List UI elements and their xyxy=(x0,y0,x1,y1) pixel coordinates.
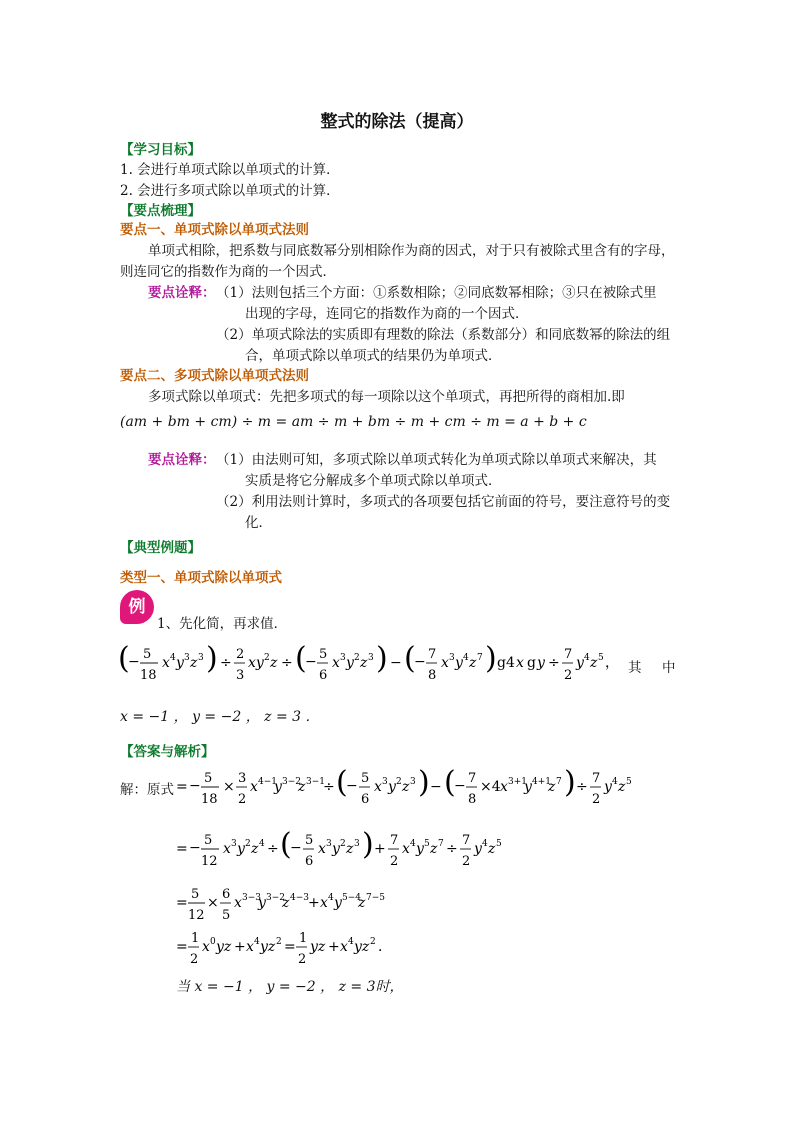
svg-text:=: = xyxy=(176,779,188,795)
svg-text:8: 8 xyxy=(428,668,437,683)
svg-text:z: z xyxy=(548,779,556,795)
svg-text:7: 7 xyxy=(477,653,483,663)
note-label: 要点诠释： xyxy=(148,452,216,468)
svg-text:z: z xyxy=(190,655,198,671)
svg-text:=: = xyxy=(176,841,188,857)
point1-text: 则连同它的指数作为商的一个因式． xyxy=(120,264,336,280)
note-text: 合，单项式除以单项式的结果仍为单项式． xyxy=(245,348,502,364)
note-text: 化． xyxy=(245,515,272,531)
svg-text:18: 18 xyxy=(201,792,218,807)
solution-step-4 xyxy=(176,924,416,972)
svg-text:x: x xyxy=(202,939,210,955)
svg-text:2: 2 xyxy=(236,647,245,662)
svg-text:x: x xyxy=(374,779,382,795)
svg-text:2: 2 xyxy=(238,792,247,807)
solution-label: 解：原式 xyxy=(120,782,174,798)
svg-text:z: z xyxy=(251,841,259,857)
svg-text:4: 4 xyxy=(254,937,260,947)
svg-text:−: − xyxy=(390,655,402,671)
svg-text:z: z xyxy=(488,841,496,857)
svg-text:−: − xyxy=(128,654,140,670)
svg-text:3−2: 3−2 xyxy=(282,777,301,787)
svg-text:8: 8 xyxy=(468,792,477,807)
svg-text:5−4: 5−4 xyxy=(342,893,361,903)
svg-text:y: y xyxy=(176,655,184,671)
svg-text:3: 3 xyxy=(354,839,360,849)
svg-text:×: × xyxy=(207,895,219,911)
svg-text:x: x xyxy=(402,841,410,857)
svg-text:5: 5 xyxy=(496,839,502,849)
svg-text:): ) xyxy=(418,765,430,800)
goal-item: 2. 会进行多项式除以单项式的计算． xyxy=(120,183,340,199)
svg-text:5: 5 xyxy=(424,839,430,849)
svg-text:5: 5 xyxy=(361,771,370,786)
svg-text:2: 2 xyxy=(340,839,346,849)
svg-text:5: 5 xyxy=(204,833,213,848)
svg-text:2: 2 xyxy=(564,668,573,683)
svg-text:yz: yz xyxy=(310,939,326,955)
svg-text:5: 5 xyxy=(204,771,213,786)
svg-text:z: z xyxy=(270,655,278,671)
svg-text:(: ( xyxy=(280,827,292,862)
svg-text:12: 12 xyxy=(201,854,218,869)
svg-text:4: 4 xyxy=(482,839,488,849)
svg-text:y: y xyxy=(455,655,463,671)
svg-text:．: ． xyxy=(378,939,392,955)
svg-text:z: z xyxy=(402,779,410,795)
svg-text:2: 2 xyxy=(190,952,199,967)
svg-text:5: 5 xyxy=(598,653,604,663)
svg-text:÷: ÷ xyxy=(548,655,560,671)
svg-text:1: 1 xyxy=(191,931,200,946)
svg-text:7: 7 xyxy=(556,777,562,787)
svg-text:4: 4 xyxy=(612,777,618,787)
svg-text:x: x xyxy=(223,841,231,857)
svg-text:6: 6 xyxy=(361,792,370,807)
svg-text:yz: yz xyxy=(354,939,370,955)
svg-text:+: + xyxy=(374,841,386,857)
svg-text:4: 4 xyxy=(410,839,416,849)
svg-text:y: y xyxy=(346,655,354,671)
svg-text:x: x xyxy=(441,655,449,671)
svg-text:3: 3 xyxy=(231,839,237,849)
svg-text:2: 2 xyxy=(592,792,601,807)
note-text: （1）由法则可知，多项式除以单项式转化为单项式除以单项式来解决，其 xyxy=(216,452,657,468)
svg-text:y: y xyxy=(537,655,545,671)
goals-header: 【学习目标】 xyxy=(120,142,201,158)
question-values: x = −1 ， y = −2 ， z = 3 ． xyxy=(120,709,320,725)
svg-text:÷: ÷ xyxy=(446,841,458,857)
svg-text:4: 4 xyxy=(348,937,354,947)
question-expression xyxy=(118,636,678,692)
note-label: 要点诠释： xyxy=(148,285,216,301)
example-badge: 例 xyxy=(120,590,154,624)
svg-text:3: 3 xyxy=(198,653,204,663)
svg-text:−: − xyxy=(430,779,442,795)
svg-text:y: y xyxy=(576,655,584,671)
type1-title: 类型一、单项式除以单项式 xyxy=(120,570,282,586)
svg-text:÷: ÷ xyxy=(220,655,232,671)
svg-text:3: 3 xyxy=(410,777,416,787)
svg-text:3: 3 xyxy=(238,771,247,786)
svg-text:+: + xyxy=(328,939,340,955)
svg-text:4: 4 xyxy=(328,893,334,903)
point1-text: 单项式相除，把系数与同底数幂分别相除作为商的因式，对于只有被除式里含有的字母， xyxy=(148,243,675,259)
svg-text:−: − xyxy=(414,654,426,670)
svg-text:z: z xyxy=(469,655,477,671)
svg-text:(: ( xyxy=(444,765,456,800)
svg-text:y: y xyxy=(524,779,532,795)
svg-text:5: 5 xyxy=(191,887,200,902)
svg-text:y: y xyxy=(416,841,424,857)
svg-text:−: − xyxy=(290,840,302,856)
svg-text:x: x xyxy=(318,841,326,857)
svg-text:3: 3 xyxy=(449,653,455,663)
svg-text:2: 2 xyxy=(396,777,402,787)
svg-text:x: x xyxy=(340,939,348,955)
svg-text:y: y xyxy=(237,841,245,857)
svg-text:5: 5 xyxy=(319,647,328,662)
svg-text:−: − xyxy=(189,840,201,856)
point2-text: 多项式除以单项式：先把多项式的每一项除以这个单项式，再把所得的商相加.即 xyxy=(148,389,625,405)
svg-text:): ) xyxy=(485,641,497,676)
page-title: 整式的除法（提高） xyxy=(320,112,474,132)
svg-text:5: 5 xyxy=(626,777,632,787)
svg-text:2: 2 xyxy=(370,937,376,947)
note-text: （2）利用法则计算时，多项式的各项要包括它前面的符号，要注意符号的变 xyxy=(216,494,671,510)
svg-text:3−1: 3−1 xyxy=(306,777,325,787)
svg-text:5: 5 xyxy=(305,833,314,848)
svg-text:+: + xyxy=(234,939,246,955)
solution-step-2 xyxy=(176,822,516,878)
svg-text:x: x xyxy=(320,895,328,911)
svg-text:3: 3 xyxy=(236,668,245,683)
svg-text:y: y xyxy=(332,841,340,857)
svg-text:x: x xyxy=(516,655,524,671)
svg-text:×: × xyxy=(223,779,235,795)
point2-title: 要点二、多项式除以单项式法则 xyxy=(120,368,309,384)
svg-text:4+1: 4+1 xyxy=(532,777,551,787)
svg-text:3: 3 xyxy=(340,653,346,663)
solution-step-3 xyxy=(176,880,416,928)
svg-text:x: x xyxy=(250,779,258,795)
svg-text:y: y xyxy=(474,841,482,857)
svg-text:): ) xyxy=(564,765,576,800)
goal-item: 1. 会进行单项式除以单项式的计算． xyxy=(120,162,340,178)
svg-text:yz: yz xyxy=(260,939,276,955)
question-text: 中 xyxy=(662,660,676,676)
svg-text:7: 7 xyxy=(438,839,444,849)
svg-text:3−3: 3−3 xyxy=(242,893,261,903)
svg-text:x: x xyxy=(332,655,340,671)
svg-text:5: 5 xyxy=(143,647,152,662)
svg-text:4−1: 4−1 xyxy=(258,777,277,787)
examples-header: 【典型例题】 xyxy=(120,540,201,556)
svg-text:7: 7 xyxy=(468,771,477,786)
svg-text:×4: ×4 xyxy=(480,779,501,795)
svg-text:3: 3 xyxy=(368,653,374,663)
svg-text:7: 7 xyxy=(462,833,471,848)
svg-text:g4: g4 xyxy=(497,655,515,671)
svg-text:g: g xyxy=(527,655,536,671)
svg-text:7: 7 xyxy=(592,771,601,786)
svg-text:6: 6 xyxy=(222,887,231,902)
svg-text:−: − xyxy=(305,654,317,670)
svg-text:12: 12 xyxy=(188,908,205,923)
svg-text:2: 2 xyxy=(390,854,399,869)
svg-text:z: z xyxy=(360,655,368,671)
point1-title: 要点一、单项式除以单项式法则 xyxy=(120,222,309,238)
svg-text:4: 4 xyxy=(259,839,265,849)
svg-text:0: 0 xyxy=(210,937,216,947)
answer-header: 【答案与解析】 xyxy=(120,744,215,760)
svg-text:z: z xyxy=(346,841,354,857)
svg-text:x: x xyxy=(234,895,242,911)
svg-text:2: 2 xyxy=(276,937,282,947)
svg-text:(: ( xyxy=(295,641,307,676)
svg-text:7: 7 xyxy=(564,647,573,662)
svg-text:z: z xyxy=(282,895,290,911)
svg-text:3: 3 xyxy=(184,653,190,663)
svg-text:−: − xyxy=(189,778,201,794)
svg-text:4: 4 xyxy=(170,653,176,663)
svg-text:=: = xyxy=(284,939,296,955)
note-text: （1）法则包括三个方面：①系数相除；②同底数幂相除；③只在被除式里 xyxy=(216,285,657,301)
question-text: 1、先化简，再求值． xyxy=(157,616,288,632)
svg-text:6: 6 xyxy=(305,854,314,869)
note-text: 实质是将它分解成多个单项式除以单项式． xyxy=(245,473,502,489)
svg-text:z: z xyxy=(618,779,626,795)
svg-text:yz: yz xyxy=(216,939,232,955)
svg-text:(: ( xyxy=(404,641,416,676)
svg-text:z: z xyxy=(430,841,438,857)
svg-text:y: y xyxy=(258,895,266,911)
svg-text:4−3: 4−3 xyxy=(290,893,309,903)
svg-text:÷: ÷ xyxy=(281,655,293,671)
solution-step-1 xyxy=(176,760,636,816)
svg-text:3: 3 xyxy=(382,777,388,787)
svg-text:2: 2 xyxy=(245,839,251,849)
svg-text:−: − xyxy=(346,778,358,794)
svg-text:y: y xyxy=(604,779,612,795)
svg-text:2: 2 xyxy=(354,653,360,663)
svg-text:): ) xyxy=(362,827,374,862)
division-formula: (am + bm + cm) ÷ m = am ÷ m + bm ÷ m + cm ÷ m = a + b + c xyxy=(120,414,587,430)
svg-text:x: x xyxy=(246,939,254,955)
svg-text:3+1: 3+1 xyxy=(508,777,527,787)
svg-text:z: z xyxy=(590,655,598,671)
question-text: 其 xyxy=(628,660,642,676)
svg-text:y: y xyxy=(274,779,282,795)
svg-text:7: 7 xyxy=(428,647,437,662)
svg-text:7−5: 7−5 xyxy=(366,893,385,903)
svg-text:6: 6 xyxy=(319,668,328,683)
svg-text:x: x xyxy=(500,779,508,795)
svg-text:3: 3 xyxy=(326,839,332,849)
svg-text:y: y xyxy=(388,779,396,795)
svg-text:): ) xyxy=(206,641,218,676)
svg-text:4: 4 xyxy=(584,653,590,663)
svg-text:7: 7 xyxy=(390,833,399,848)
svg-text:z: z xyxy=(358,895,366,911)
svg-text:3−2: 3−2 xyxy=(266,893,285,903)
svg-text:y: y xyxy=(334,895,342,911)
svg-text:÷: ÷ xyxy=(323,779,335,795)
svg-text:=: = xyxy=(176,895,188,911)
note-text: 出现的字母，连同它的指数作为商的一个因式． xyxy=(245,306,529,322)
svg-text:x: x xyxy=(162,655,170,671)
svg-text:，: ， xyxy=(605,655,619,671)
svg-text:2: 2 xyxy=(298,952,307,967)
note-text: （2）单项式除法的实质即有理数的除法（系数部分）和同底数幂的除法的组 xyxy=(216,327,671,343)
svg-text:5: 5 xyxy=(222,908,231,923)
svg-text:2: 2 xyxy=(264,653,270,663)
svg-text:(: ( xyxy=(118,641,130,676)
svg-text:+: + xyxy=(308,895,320,911)
svg-text:(: ( xyxy=(336,765,348,800)
substitution-text: 当 x = −1 ， y = −2 ， z = 3时， xyxy=(176,979,404,995)
svg-text:z: z xyxy=(298,779,306,795)
svg-text:2: 2 xyxy=(462,854,471,869)
points-header: 【要点梳理】 xyxy=(120,203,201,219)
svg-text:−: − xyxy=(454,778,466,794)
svg-text:xy: xy xyxy=(248,655,264,671)
svg-text:18: 18 xyxy=(140,668,157,683)
svg-text:÷: ÷ xyxy=(576,779,588,795)
svg-text:1: 1 xyxy=(299,931,308,946)
svg-text:÷: ÷ xyxy=(267,841,279,857)
svg-text:4: 4 xyxy=(463,653,469,663)
svg-text:): ) xyxy=(376,641,388,676)
svg-text:=: = xyxy=(176,939,188,955)
